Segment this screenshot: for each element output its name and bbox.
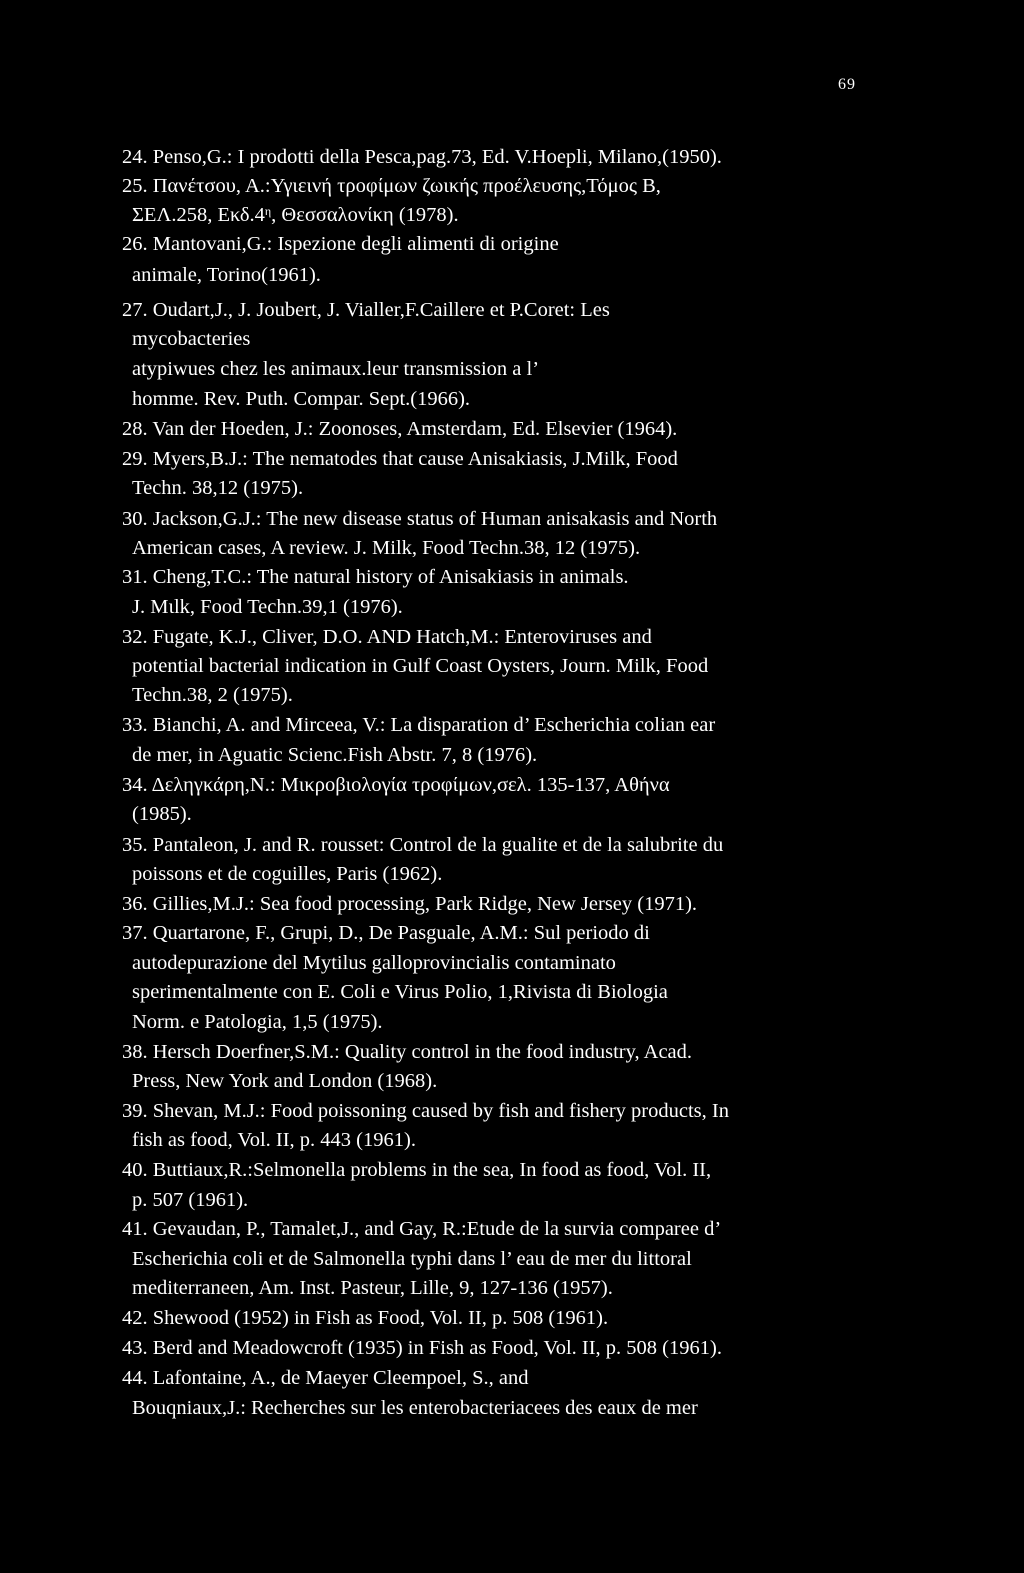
ref-24-line-1: 24. Penso,G.: I prodotti della Pesca,pag.73, Ed. V.Hoepli, Milano,(1950).: [122, 146, 722, 168]
ref-35-line-1: 35. Pantaleon, J. and R. rousset: Control de la gualite et de la salubrite du: [122, 834, 724, 856]
ref-41-line-1: 41. Gevaudan, P., Tamalet,J., and Gay, R.:Etude de la survia comparee d’: [122, 1218, 722, 1240]
ref-25-line-2: ΣΕΛ.258, $E\kappa\delta.4^\eta$, Θεσσαλονίκη (1978).: [132, 204, 459, 226]
ref-34-line-1: 34. Δεληγκάρη,Ν.: Μικροβιολογία τροφίμων,σελ. 135-137, Αθήνα: [122, 774, 670, 796]
ref-27-line-2: mycobacteries: [132, 328, 251, 350]
ref-32-line-1: 32. Fugate, K.J., Cliver, D.O. AND Hatch,M.: Enteroviruses and: [122, 626, 652, 648]
ref-31-line-1: 31. Cheng,T.C.: The natural history of Anisakiasis in animals.: [122, 566, 629, 588]
ref-35-line-2: poissons et de coguilles, Paris (1962).: [132, 863, 443, 885]
ref-32-line-3: Techn.38, 2 (1975).: [132, 684, 293, 706]
ref-34-line-2: (1985).: [132, 803, 192, 825]
ref-39-line-1: 39. Shevan, M.J.: Food poissoning caused by fish and fishery products, In: [122, 1100, 729, 1122]
ref-29-line-2: Techn. 38,12 (1975).: [132, 477, 304, 499]
ref-33-line-1: 33. Bianchi, A. and Mirceea, V.: La disparation d’ Escherichia colian ear: [122, 714, 716, 736]
ref-41-line-3: mediterraneen, Am. Inst. Pasteur, Lille, 9, 127-136 (1957).: [132, 1277, 613, 1299]
ref-37-line-4: Norm. e Patologia, 1,5 (1975).: [132, 1011, 383, 1033]
ref-33-line-2: de mer, in Aguatic Scienc.Fish Abstr. 7, 8 (1976).: [132, 744, 538, 766]
ref-37-line-3: sperimentalmente con E. Coli e Virus Polio, 1,Rivista di Biologia: [132, 981, 668, 1003]
ref-42-line-1: 42. Shewood (1952) in Fish as Food, Vol. II, p. 508 (1961).: [122, 1307, 609, 1329]
ref-32-line-2: potential bacterial indication in Gulf Coast Oysters, Journ. Milk, Food: [132, 655, 709, 677]
ref-30-line-2: American cases, A review. J. Milk, Food Techn.38, 12 (1975).: [132, 537, 641, 559]
ref-40-line-1: 40. Buttiaux,R.:Selmonella problems in the sea, In food as food, Vol. II,: [122, 1159, 712, 1181]
ref-44-line-2: Bouqniaux,J.: Recherches sur les enterobacteriacees des eaux de mer: [132, 1397, 698, 1419]
ref-26-line-2: animale, Torino(1961).: [132, 264, 321, 286]
ref-30-line-1: 30. Jackson,G.J.: The new disease status of Human anisakasis and North: [122, 508, 718, 530]
ref-38-line-1: 38. Hersch Doerfner,S.M.: Quality control in the food industry, Acad.: [122, 1041, 693, 1063]
ref-29-line-1: 29. Myers,B.J.: The nematodes that cause Anisakiasis, J.Milk, Food: [122, 448, 678, 470]
ref-26-line-1: 26. Mantovani,G.: Ispezione degli alimenti di origine: [122, 233, 559, 255]
ref-39-line-2: fish as food, Vol. II, p. 443 (1961).: [132, 1129, 416, 1151]
ref-41-line-2: Escherichia coli et de Salmonella typhi dans l’ eau de mer du littoral: [132, 1248, 692, 1270]
ref-36-line-1: 36. Gillies,M.J.: Sea food processing, Park Ridge, New Jersey (1971).: [122, 893, 698, 915]
ref-40-line-2: p. 507 (1961).: [132, 1189, 249, 1211]
ref-37-line-2: autodepurazione del Mytilus galloprovincialis contaminato: [132, 952, 616, 974]
ref-37-line-1: 37. Quartarone, F., Grupi, D., De Pasguale, A.M.: Sul periodo di: [122, 922, 650, 944]
ref-27-line-1: 27. Oudart,J., J. Joubert, J. Vialler,F.Caillere et P.Coret: Les: [122, 299, 610, 321]
ref-27-line-4: homme. Rev. Puth. Compar. Sept.(1966).: [132, 388, 471, 410]
ref-28-line-1: 28. Van der Hoeden, J.: Zoonoses, Amsterdam, Ed. Elsevier (1964).: [122, 418, 678, 440]
page-number: 69: [838, 76, 856, 93]
ref-25-line-1: 25. Πανέτσου, Α.:Υγιεινή τροφίμων ζωικής προέλευσης,Τόμος Β,: [122, 175, 661, 197]
ref-31-line-2: J. Mιlk, Food Techn.39,1 (1976).: [132, 596, 403, 618]
ref-38-line-2: Press, New York and London (1968).: [132, 1070, 438, 1092]
ref-44-line-1: 44. Lafontaine, A., de Maeyer Cleempoel, S., and: [122, 1367, 529, 1389]
ref-43-line-1: 43. Berd and Meadowcroft (1935) in Fish as Food, Vol. II, p. 508 (1961).: [122, 1337, 722, 1359]
ref-27-line-3: atypiwues chez les animaux.leur transmission a l’: [132, 358, 540, 380]
